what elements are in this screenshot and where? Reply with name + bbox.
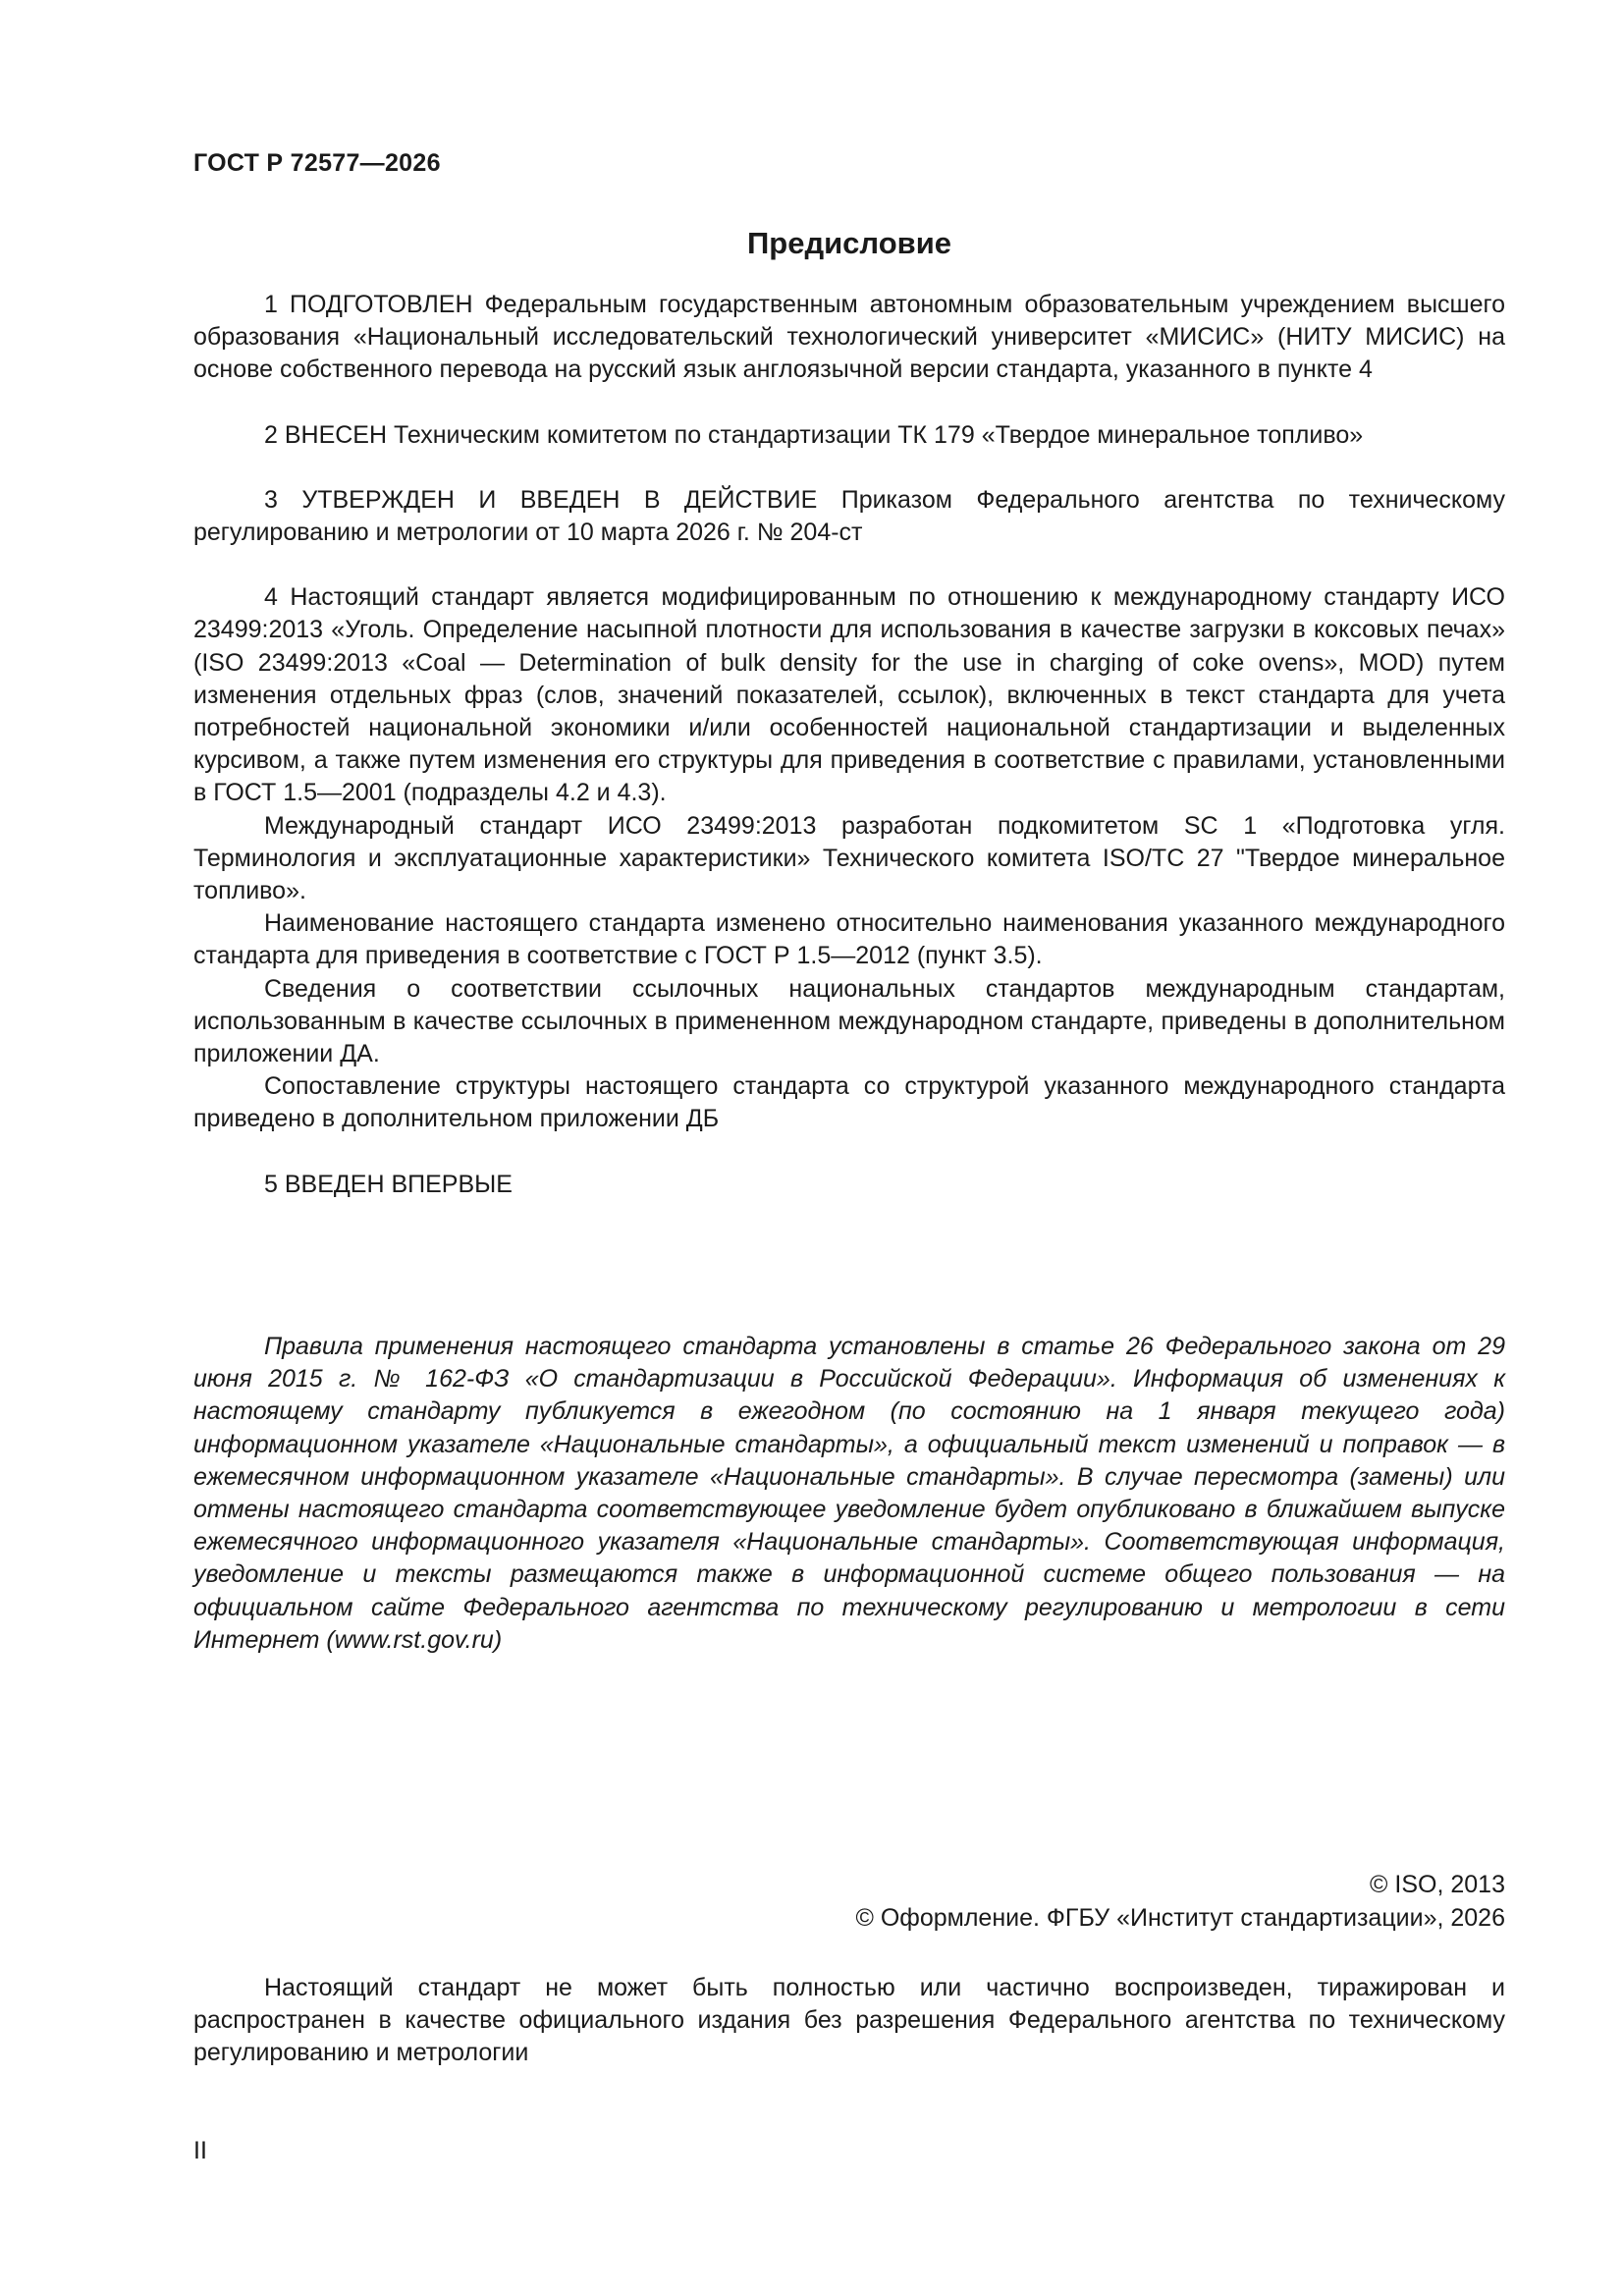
page-title: Предисловие <box>746 226 951 260</box>
reproduction-notice: Настоящий стандарт не может быть полностью или частично воспроизведен, тиражирован и распространен в качестве официального издания без разрешения Федерального агентства по техническому регулированию и метрологии <box>193 1974 1505 2067</box>
section-1-prepared: 1 ПОДГОТОВЛЕН Федеральным государственным автономным образовательным учреждением высшего образования «Национальный исследовательский технологический университет «МИСИС» (НИТУ МИСИС) на основе собственного перевода на русский язык англоязычной версии стандарта, указанного в пункте 4 <box>193 291 1505 384</box>
page-number: II <box>193 2137 207 2164</box>
rules-notice: Правила применения настоящего стандарта установлены в статье 26 Федерального закона от 29 июня 2015 г. № 162-ФЗ «О стандартизации в Российской Федерации». Информация об изменениях к настоящему стандарту публикуется в ежегодном (по состоянию на 1 января текущего года) информационном указателе «Национальные стандарты», а официальный текст изменений и поправок — в ежемесячном информационном указателе «Национальные стандарты». В случае пересмотра (замены) или отмены настоящего стандарта соответствующее уведомление будет опубликовано в ближайшем выпуске ежемесячного информационного указателя «Национальные стандарты». Соответствующая информация, уведомление и тексты размещаются также в информационной системе общего пользования — на официальном сайте Федерального агентства по техническому регулированию и метрологии в сети Интернет (www.rst.gov.ru) <box>193 1333 1505 1654</box>
document-code: ГОСТ Р 72577—2026 <box>193 149 441 177</box>
section-4-references: Сведения о соответствии ссылочных национальных стандартов международным стандартам, использованным в качестве ссылочных в примененном международном стандарте, приведены в дополнительном приложении ДА. <box>193 974 1505 1068</box>
section-4-modification: 4 Настоящий стандарт является модифицированным по отношению к международному стандарту ИСО 23499:2013 «Уголь. Определение насыпной плотности для использования в качестве загрузки в коксовых печах» (ISO 23499:2013 «Coal — Determination of bulk density for the use in charging of coke ovens», MOD) путем изменения отдельных фраз (слов, значений показателей, ссылок), включенных в текст стандарта для учета потребностей национальной экономики и/или особенностей национальной стандартизации и выделенных курсивом, а также путем изменения его структуры для приведения в соответствие с правилами, установленными в ГОСТ 1.5—2001 (подразделы 4.2 и 4.3). <box>193 583 1505 807</box>
section-4-name-change: Наименование настоящего стандарта изменено относительно наименования указанного международного стандарта для приведения в соответствие с ГОСТ Р 1.5—2012 (пункт 3.5). <box>193 909 1505 970</box>
section-4-developer: Международный стандарт ИСО 23499:2013 разработан подкомитетом SC 1 «Подготовка угля. Терминология и эксплуатационные характеристики» Технического комитета ISO/TC 27 "Твердое минеральное топливо». <box>193 811 1505 905</box>
rules-notice-block <box>193 1331 1505 1657</box>
section-4-structure: Сопоставление структуры настоящего стандарта со структурой указанного международного стандарта приведено в дополнительном приложении ДБ <box>193 1072 1505 1133</box>
section-2-introduced: 2 ВНЕСЕН Техническим комитетом по стандартизации ТК 179 «Твердое минеральное топливо» <box>264 420 1364 449</box>
section-5-first-time: 5 ВВЕДЕН ВПЕРВЫЕ <box>264 1170 513 1198</box>
reproduction-notice-block <box>193 1972 1505 2070</box>
copyright-iso: © ISO, 2013 <box>1370 1871 1505 1898</box>
copyright-publisher: © Оформление. ФГБУ «Институт стандартизации», 2026 <box>855 1904 1505 1932</box>
section-3-approved: 3 УТВЕРЖДЕН И ВВЕДЕН В ДЕЙСТВИЕ Приказом Федерального агентства по техническому регулированию и метрологии от 10 марта 2026 г. № 204-ст <box>193 485 1505 547</box>
foreword-body <box>193 289 1505 1201</box>
